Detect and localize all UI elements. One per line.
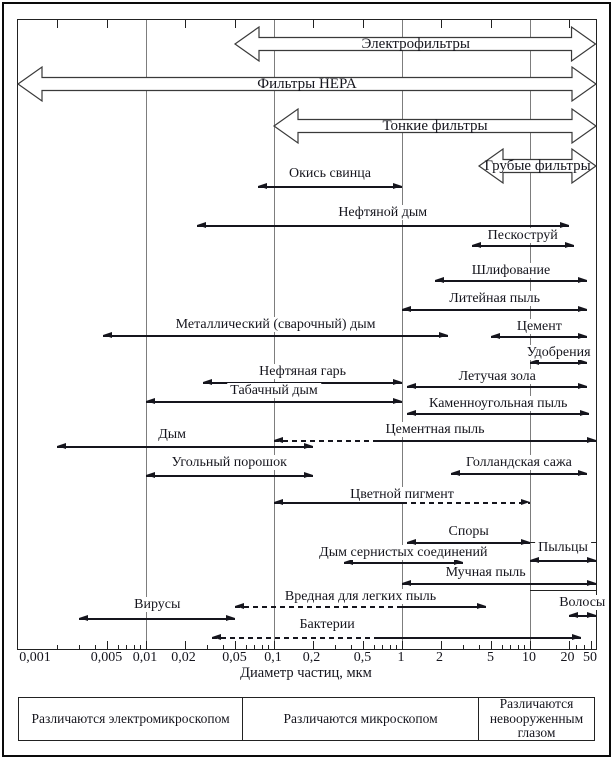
arrowhead-left xyxy=(274,499,283,505)
range-arrow-line xyxy=(376,637,581,638)
range-arrow-line xyxy=(374,440,596,441)
axis-minor-tick xyxy=(351,645,352,650)
arrowhead-left xyxy=(103,332,112,338)
range-arrow-line xyxy=(197,225,569,226)
range-arrow-line xyxy=(402,606,486,607)
range-label: Пескоструй xyxy=(485,228,561,243)
arrowhead-left xyxy=(407,410,416,416)
axis-minor-tick xyxy=(335,645,336,650)
range-arrow-line xyxy=(407,542,530,543)
axis-minor-tick xyxy=(254,645,255,650)
arrowhead-right xyxy=(304,443,313,449)
range-label: Удобрения xyxy=(524,345,594,360)
arrowhead-right xyxy=(560,222,569,228)
axis-minor-tick xyxy=(510,645,511,650)
range-label: Летучая зола xyxy=(456,369,539,384)
x-tick-label-0,01: 0,01 xyxy=(132,650,158,665)
range-arrow-line xyxy=(274,440,374,441)
arrowhead-right xyxy=(572,634,581,640)
range-label: Литейная пыль xyxy=(446,291,543,306)
axis-minor-tick xyxy=(396,645,397,650)
range-arrow-line xyxy=(435,280,588,281)
range-label: Каменноугольная пыль xyxy=(426,396,570,411)
range-arrow-line xyxy=(407,413,589,414)
axis-minor-tick xyxy=(57,645,58,650)
arrowhead-left xyxy=(402,306,411,312)
range-arrow-line xyxy=(402,583,596,584)
range-arrow-line xyxy=(407,386,587,387)
arrowhead-right xyxy=(578,359,587,365)
axis-minor-tick xyxy=(374,645,375,650)
arrowhead-left xyxy=(344,559,353,565)
arrowhead-left xyxy=(491,333,500,339)
x-tick-label-0,05: 0,05 xyxy=(222,650,247,665)
arrowhead-right xyxy=(393,398,402,404)
arrowhead-right xyxy=(304,472,313,478)
axis-minor-tick xyxy=(268,645,269,650)
arrowhead-right xyxy=(439,332,448,338)
filter-band-label: Грубые фильтры xyxy=(484,158,591,174)
range-arrow-line xyxy=(274,502,402,503)
arrowhead-left xyxy=(197,222,206,228)
axis-tick-0,1 xyxy=(274,641,275,649)
range-arrow-line xyxy=(451,473,588,474)
cell-separator xyxy=(530,590,596,591)
range-label: Окись свинца xyxy=(286,166,374,181)
arrowhead-right xyxy=(587,612,596,618)
axis-minor-tick xyxy=(502,645,503,650)
range-label: Цветной пигмент xyxy=(347,487,457,502)
x-tick-label-50: 50 xyxy=(583,650,597,665)
axis-tick-5 xyxy=(491,641,492,649)
arrowhead-left xyxy=(212,634,221,640)
arrowhead-left xyxy=(235,603,244,609)
axis-tick-1 xyxy=(402,641,403,649)
axis-minor-tick xyxy=(524,645,525,650)
x-tick-label-0,5: 0,5 xyxy=(353,650,372,665)
arrowhead-right xyxy=(393,183,402,189)
axis-minor-tick xyxy=(576,645,577,650)
visibility-legend-table xyxy=(18,697,595,741)
filter-band-label: Тонкие фильтры xyxy=(382,118,488,134)
arrowhead-right xyxy=(578,306,587,312)
range-arrow-line xyxy=(402,309,587,310)
arrowhead-right xyxy=(226,615,235,621)
arrowhead-right xyxy=(578,383,587,389)
axis-tick-0,005 xyxy=(107,641,108,649)
range-arrow-line xyxy=(491,336,587,337)
arrowhead-left xyxy=(79,615,88,621)
axis-minor-tick xyxy=(126,645,127,650)
range-arrow-line xyxy=(103,335,448,336)
arrowhead-left xyxy=(407,383,416,389)
arrowhead-right xyxy=(587,557,596,563)
top-axis-tick xyxy=(57,20,58,28)
x-axis-title: Диаметр частиц, мкм xyxy=(240,665,372,681)
x-tick-label-5: 5 xyxy=(486,650,494,665)
range-label: Споры xyxy=(446,524,492,539)
arrowhead-left xyxy=(402,580,411,586)
arrowhead-right xyxy=(578,277,587,283)
range-arrow-line xyxy=(344,562,463,563)
range-label: Бактерии xyxy=(297,617,358,632)
range-arrow-line xyxy=(57,446,313,447)
top-axis-tick xyxy=(185,20,186,28)
arrowhead-left xyxy=(258,183,267,189)
axis-minor-tick xyxy=(246,645,247,650)
x-tick-label-10: 10 xyxy=(522,650,536,665)
axis-minor-tick xyxy=(95,645,96,650)
arrowhead-left xyxy=(435,277,444,283)
axis-minor-tick xyxy=(262,645,263,650)
axis-minor-tick xyxy=(463,645,464,650)
range-label: Нефтяной дым xyxy=(335,205,430,220)
range-label: Табачный дым xyxy=(227,383,321,398)
range-label: Мучная пыль xyxy=(443,565,529,580)
arrowhead-right xyxy=(578,470,587,476)
range-arrow-line xyxy=(212,637,376,638)
arrowhead-right xyxy=(578,333,587,339)
arrowhead-left xyxy=(203,379,212,385)
axis-tick-0,2 xyxy=(313,641,314,649)
range-arrow-line xyxy=(472,245,574,246)
axis-minor-tick xyxy=(140,645,141,650)
axis-minor-tick xyxy=(479,645,480,650)
range-label: Голландская сажа xyxy=(463,455,575,470)
arrowhead-left xyxy=(472,242,481,248)
arrowhead-left xyxy=(274,437,283,443)
axis-tick-20 xyxy=(569,641,570,649)
arrowhead-left xyxy=(57,443,66,449)
arrowhead-right xyxy=(477,603,486,609)
axis-minor-tick xyxy=(382,645,383,650)
arrowhead-right xyxy=(521,539,530,545)
filter-band-label: Электрофильтры xyxy=(361,36,470,52)
arrowhead-right xyxy=(580,410,589,416)
arrowhead-right xyxy=(565,242,574,248)
x-tick-label-0,02: 0,02 xyxy=(171,650,196,665)
top-axis-tick xyxy=(107,20,108,28)
arrowhead-left xyxy=(530,557,539,563)
range-label: Металлический (сварочный) дым xyxy=(173,317,379,332)
range-label: Шлифование xyxy=(469,263,554,278)
legend-cell-1: Различаются электромикроскопом xyxy=(19,698,243,740)
x-tick-label-2: 2 xyxy=(436,650,444,665)
arrowhead-left xyxy=(146,472,155,478)
range-arrow-line xyxy=(79,618,235,619)
x-tick-label-20: 20 xyxy=(560,650,575,665)
range-label: Волосы xyxy=(556,595,608,610)
range-label: Дым xyxy=(155,427,189,442)
x-tick-label-0,005: 0,005 xyxy=(90,650,123,665)
legend-cell-2: Различаются микроскопом xyxy=(243,698,479,740)
legend-cell-3: Различаются невооруженным глазом xyxy=(489,696,584,741)
filter-band-label: Фильтры HEPA xyxy=(257,76,357,92)
range-label: Цемент xyxy=(514,319,565,334)
range-label: Пыльцы xyxy=(535,540,591,555)
axis-tick-2 xyxy=(441,641,442,649)
range-label: Цементная пыль xyxy=(383,422,488,437)
axis-tick-0,05 xyxy=(235,641,236,649)
arrowhead-left xyxy=(569,612,578,618)
range-label: Вредная для легких пыль xyxy=(282,589,439,604)
range-arrow-line xyxy=(258,186,402,187)
range-label: Угольный порошок xyxy=(169,455,290,470)
x-tick-label-0,1: 0,1 xyxy=(264,650,282,665)
axis-minor-tick xyxy=(390,645,391,650)
axis-tick-50 xyxy=(591,641,592,649)
x-tick-label-0,2: 0,2 xyxy=(302,650,321,665)
arrowhead-right xyxy=(587,437,596,443)
chart-plot-area xyxy=(17,19,606,650)
x-tick-label-0,001: 0,001 xyxy=(19,650,51,665)
range-label: Вирусы xyxy=(131,597,183,612)
range-label: Дым сернистых соединений xyxy=(316,545,490,560)
axis-tick-0,5 xyxy=(363,641,364,649)
range-arrow-line xyxy=(402,502,530,503)
arrowhead-left xyxy=(451,470,460,476)
axis-minor-tick xyxy=(118,645,119,650)
axis-minor-tick xyxy=(134,645,135,650)
arrowhead-right xyxy=(393,379,402,385)
x-tick-label-1: 1 xyxy=(397,650,405,665)
axis-minor-tick xyxy=(79,645,80,650)
arrowhead-left xyxy=(530,359,539,365)
axis-minor-tick xyxy=(223,645,224,650)
arrowhead-right xyxy=(587,580,596,586)
axis-minor-tick xyxy=(584,645,585,650)
arrowhead-right xyxy=(521,499,530,505)
range-arrow-line xyxy=(235,606,402,607)
axis-tick-0,02 xyxy=(185,641,186,649)
axis-tick-10 xyxy=(530,641,531,649)
arrowhead-left xyxy=(146,398,155,404)
range-label: Нефтяная гарь xyxy=(256,364,349,379)
axis-tick-0,01 xyxy=(146,641,147,649)
range-arrow-line xyxy=(146,475,313,476)
range-arrow-line xyxy=(146,401,402,402)
axis-minor-tick xyxy=(518,645,519,650)
axis-minor-tick xyxy=(207,645,208,650)
